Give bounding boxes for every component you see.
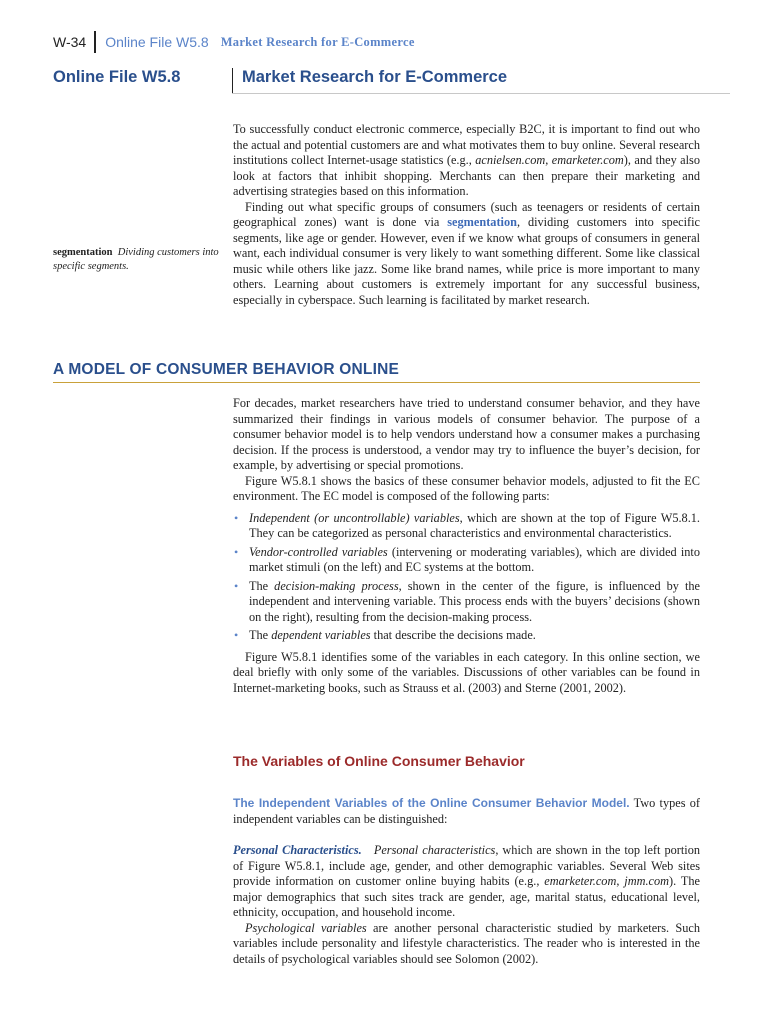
list-item-prefix: The bbox=[249, 578, 275, 593]
intro-p1-sep: , bbox=[545, 153, 552, 167]
intro-p1-end: ), and they also look at factors that inhibit shopping. Merchants can then prepare their marketing and advertising strategies based on this information. bbox=[233, 153, 700, 198]
pc-text-end: ). The major demographics that such sites track are gender, age, marital status, educational level, ethnicity, occupation, and household income. bbox=[233, 874, 700, 919]
list-item-term: Vendor-controlled variables bbox=[249, 544, 388, 559]
running-head-divider bbox=[94, 31, 96, 53]
pc-text: , which are shown in the top left portion of Figure W5.8.1, include age, gender, and other demographic variables. Several Web sites provide information on customer online buying habits (e.g., bbox=[233, 843, 700, 888]
running-head bbox=[53, 30, 415, 54]
model-parts-list bbox=[233, 511, 700, 644]
list-item bbox=[233, 511, 700, 542]
glossary-definition: Dividing customers into specific segments. bbox=[53, 247, 219, 272]
file-heading-label: Online File W5.8 bbox=[53, 68, 181, 86]
list-item-prefix: The bbox=[249, 628, 272, 642]
section-paragraph-3: Figure W5.8.1 identifies some of the variables in each category. In this online section, we deal briefly with only some of the variables. Discussions of other variables can be found in Internet-marketing books, such as Strauss et al. (2003) and Sterne (2001, 2002). bbox=[233, 649, 700, 695]
psy-text: are another personal characteristic studied by marketers. Such variables include personality and lifestyle characteristics. The reader who is interested in the details of psychological variables should see Solomon (2002). bbox=[233, 920, 700, 966]
section-heading-text: A MODEL OF CONSUMER BEHAVIOR ONLINE bbox=[53, 361, 400, 378]
file-heading-rule bbox=[232, 93, 730, 94]
bullet-icon: • bbox=[234, 628, 239, 642]
link-acnielsen: acnielsen.com bbox=[475, 153, 546, 167]
bullet-icon: • bbox=[234, 544, 239, 559]
run-in-heading: Personal Characteristics. bbox=[233, 843, 362, 857]
intro-p1-text: To successfully conduct electronic commerce, especially B2C, it is important to find out who the actual and potential customers are and what motivates them to buy online. Several research institutions collect Internet-usage statistics (e.g., bbox=[233, 122, 700, 167]
list-item bbox=[233, 628, 700, 644]
intro-paragraph-2 bbox=[233, 200, 700, 309]
subsub-heading: The Independent Variables of the Online Consumer Behavior Model. bbox=[233, 796, 630, 810]
running-head-title: Market Research for E-Commerce bbox=[220, 34, 415, 49]
section-paragraph-2: Figure W5.8.1 shows the basics of these consumer behavior models, adjusted to fit the EC environment. The EC model is composed of the following parts: bbox=[233, 473, 700, 503]
link-emarketer: emarketer.com bbox=[551, 153, 624, 167]
subsection-heading: The Variables of Online Consumer Behavior bbox=[233, 753, 525, 769]
subsub-text: Two types of independent variables can be distinguished: bbox=[233, 796, 700, 826]
list-item-text: that describe the decisions made. bbox=[370, 628, 536, 642]
subsection-body bbox=[233, 796, 700, 967]
personal-characteristics-paragraph bbox=[233, 843, 700, 921]
psychological-paragraph bbox=[233, 921, 700, 968]
list-item bbox=[233, 579, 700, 626]
intro-p2-text: Finding out what specific groups of consumers (such as teenagers or residents of certain geographical zones) want is done via bbox=[233, 199, 700, 229]
key-term-segmentation: segmentation bbox=[447, 215, 517, 229]
list-item-text: , shown in the center of the figure, is influenced by the independent and intervening variable. This process ends with the buyers’ decisions (shown on the right), resulting from the decision-making process. bbox=[249, 578, 700, 624]
section-paragraph-1: For decades, market researchers have tried to understand consumer behavior, and they have summarized their findings in various models of consumer behavior. The purpose of a consumer behavior model is to help vendors understand how a consumer makes a purchasing decision. If the process is understood, a vendor may try to influence the buyer’s decision, for example, by advertising or special promotions. bbox=[233, 396, 700, 472]
link-jmm: jmm.com bbox=[624, 874, 670, 888]
list-item-text: (intervening or moderating variables), which are divided into market stimuli (on the left) and EC systems at the bottom. bbox=[249, 544, 700, 574]
list-item-text: , which are shown at the top of Figure W5.8.1. They can be categorized as personal characteristics and environmental characteristics. bbox=[249, 510, 700, 540]
bullet-icon: • bbox=[234, 510, 239, 525]
file-heading-divider bbox=[232, 68, 233, 94]
running-head-file: Online File W5.8 bbox=[105, 34, 209, 50]
bullet-icon: • bbox=[234, 578, 239, 593]
intro-paragraph-1 bbox=[233, 122, 700, 200]
intro-p2-end: , dividing customers into specific segments, like age or gender. However, even if we know what groups of consumers in general want, each individual consumer is very likely to want something different. Some like classical music while others like jazz. Some like brand names, while price is more important to many others. Learning about customers is extremely important for any successful business, especially in cyberspace. Such learning is facilitated by market research. bbox=[233, 215, 700, 307]
subsub-paragraph bbox=[233, 796, 700, 827]
psy-term: Psychological variables bbox=[245, 920, 367, 935]
section-heading bbox=[53, 361, 700, 383]
list-item-term: Independent (or uncontrollable) variables bbox=[249, 510, 460, 525]
file-heading bbox=[53, 68, 730, 94]
file-heading-title: Market Research for E-Commerce bbox=[242, 68, 508, 86]
intro-text bbox=[233, 122, 700, 308]
section-body bbox=[233, 396, 700, 696]
list-item-term: dependent variables bbox=[271, 628, 371, 642]
link-emarketer-2: emarketer.com bbox=[544, 874, 617, 888]
margin-glossary-note bbox=[53, 246, 223, 274]
list-item bbox=[233, 545, 700, 576]
section-heading-rule bbox=[53, 382, 700, 383]
list-item-term: decision-making process bbox=[274, 578, 399, 593]
pc-sep: , bbox=[616, 874, 625, 888]
page-number: W-34 bbox=[53, 34, 87, 50]
glossary-term: segmentation bbox=[53, 247, 113, 258]
pc-term: Personal characteristics bbox=[373, 843, 496, 857]
